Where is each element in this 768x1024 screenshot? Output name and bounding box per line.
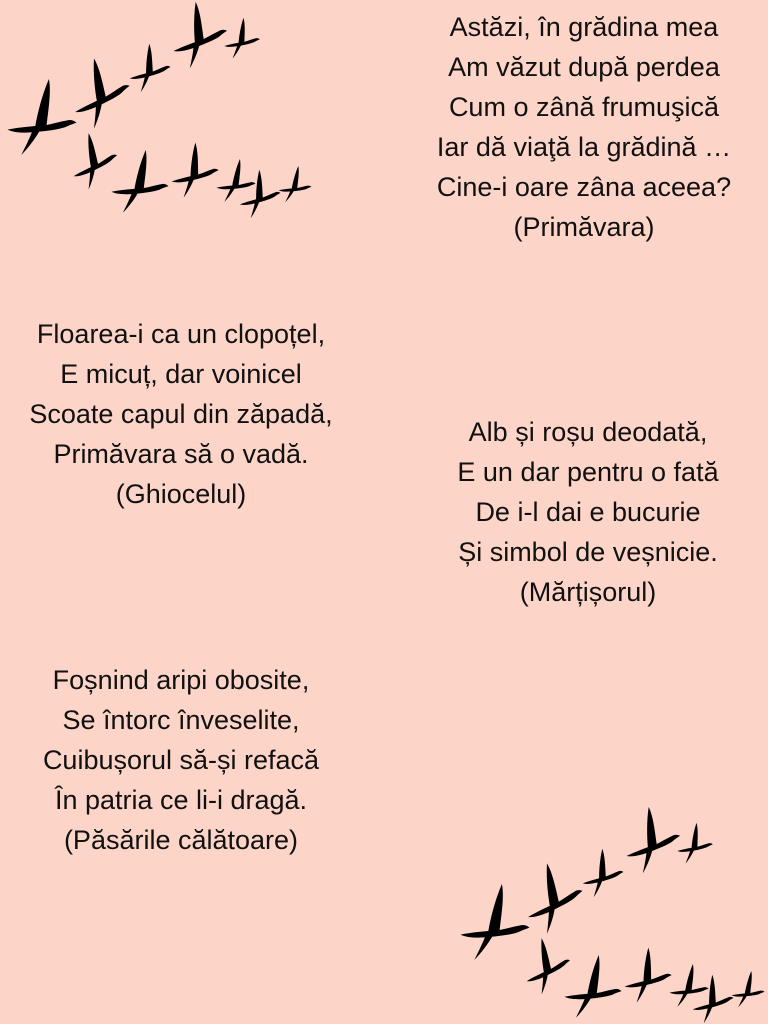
riddle-line: Alb și roșu deodată, [468, 417, 708, 447]
riddle-line: Iar dă viaţă la grădină … [436, 132, 732, 162]
riddle-line: Am văzut după perdea [448, 52, 720, 82]
bird-icon [62, 127, 125, 193]
bird-icon [577, 846, 626, 899]
bird-icon [217, 159, 256, 202]
riddle-primavara [414, 7, 754, 247]
bird-icon [732, 971, 765, 1007]
riddle-line: Cum o zână frumuşică [448, 92, 720, 122]
riddle-line: În patria ce li-i dragă. [54, 785, 308, 815]
riddle-ghiocelul [5, 314, 357, 514]
riddle-line: Primăvara să o vadă. [53, 439, 309, 469]
riddle-line: Scoate capul din zăpadă, [29, 399, 333, 429]
riddle-line: E micuț, dar voinicel [60, 359, 302, 389]
bird-icon [112, 150, 169, 213]
riddle-line: Astăzi, în grădina mea [449, 12, 719, 42]
riddle-line: Cine-i oare zâna aceea? [436, 172, 732, 202]
riddle-line: Foșnind aripi obosite, [52, 665, 310, 695]
riddle-martisorul [418, 412, 758, 612]
bird-icon [124, 41, 173, 94]
riddle-line: Floarea-i ca un clopoțel, [36, 319, 326, 349]
riddle-line: Cuibușorul să-și refacă [42, 745, 320, 775]
bird-icon [234, 167, 283, 220]
riddle-answer: (Primăvara) [513, 212, 655, 242]
bird-icon [222, 17, 261, 60]
bird-icon [565, 955, 622, 1018]
flying-birds-illustration-bottom [455, 805, 768, 1024]
flying-birds-illustration-top [0, 0, 330, 240]
bird-icon [515, 932, 578, 998]
bird-icon [279, 166, 312, 202]
bird-icon [167, 140, 222, 199]
bird-icon [687, 972, 736, 1024]
riddle-answer: (Păsările călătoare) [63, 825, 299, 855]
bird-icon [163, 0, 234, 71]
riddle-answer: (Ghiocelul) [115, 479, 247, 509]
riddle-line: Se întorc înveselite, [62, 705, 300, 735]
riddle-line: De i-l dai e bucurie [475, 497, 701, 527]
riddle-answer: (Mărțișorul) [519, 577, 657, 607]
bird-icon [620, 945, 675, 1004]
riddle-line: Și simbol de veșnicie. [458, 537, 718, 567]
bird-icon [675, 822, 714, 865]
bird-icon [461, 884, 530, 960]
riddle-line: E un dar pentru o fată [457, 457, 719, 487]
bird-icon [8, 79, 77, 155]
bird-icon [670, 964, 709, 1007]
riddle-pasarile-calatoare [20, 660, 342, 860]
bird-icon [616, 805, 687, 876]
